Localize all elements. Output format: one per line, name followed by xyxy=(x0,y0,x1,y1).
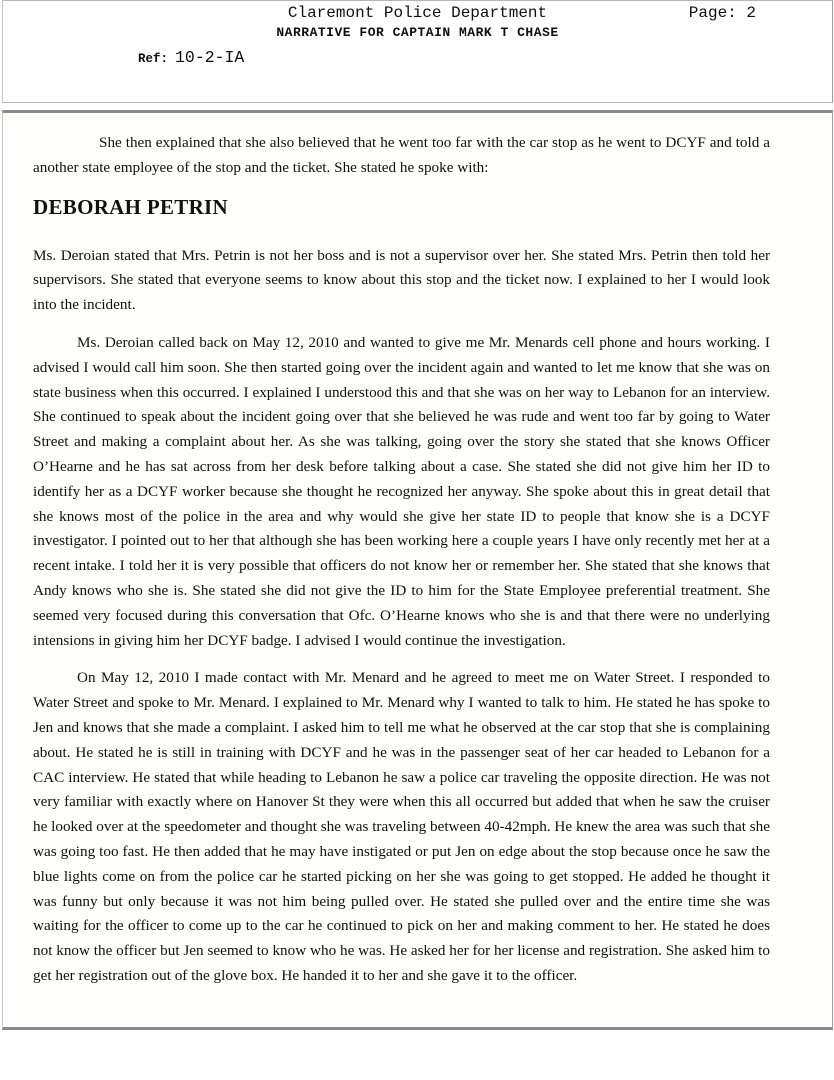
paragraph-deroian-callback: Ms. Deroian called back on May 12, 2010 and wanted to give me Mr. Menards cell phone and hours working. I advised I would call him soon. She then started going over the incident again and wanted to let me know that she was on state business when this occurred. I explained I understood this and that she was on her way to Lebanon for an interview. She continued to speak about the incident going over that she believed he was rude and went too far by going to Water Street and making a complaint about her. As she was talking, going over the story she stated that she knows Officer O’Hearne and he has sat across from her desk before talking about a case. She stated she did not give him her ID to identify her as a DCYF worker because she thought he recognized her anyway. She spoke about this in great detail that she knows most of the police in the area and why would she give her state ID to people that know she is a DCYF investigator. I pointed out to her that although she has been working here a couple years I have only recently met her at a recent intake. I told her it is very possible that officers do not know her or remember her. She stated that she knows that Andy knows who she is. She stated she did not give the ID to him for the State Employee preferential treatment. She seemed very focused during this conversation that Ofc. O’Hearne knows who she is and that there were no underlying intensions in giving him her DCYF badge. I advised I would continue the investigation. xyxy=(33,333,770,649)
narrative-body xyxy=(2,110,833,1030)
report-header xyxy=(2,0,833,103)
section-heading-deborah-petrin: DEBORAH PETRIN xyxy=(33,194,228,219)
ref-value: 10-2-IA xyxy=(175,48,245,67)
department-title: Claremont Police Department xyxy=(287,4,548,22)
page-number: Page: 2 xyxy=(688,4,756,22)
paragraph-menard-contact: On May 12, 2010 I made contact with Mr. Menard and he agreed to meet me on Water Street. I responded to Water Street and spoke to Mr. Menard. I explained to Mr. Menard why I wanted to talk to him. He stated he has spoke to Jen and knows that she made a complaint. I asked him to tell me what he observed at the car stop that she is complaining about. He stated he is still in training with DCYF and he was in the passenger seat of her car headed to Lebanon for a CAC interview. He stated that while heading to Lebanon he saw a police car traveling the opposite direction. He was not very familiar with exactly where on Hanover St they were when this all occurred but added that when he saw the cruiser he looked over at the speedometer and thought she was traveling between 40-42mph. He knew the area was such that she was going too fast. He then added that he may have instigated or put Jen on edge about the stop because once he saw the blue lights come on from the police car he started picking on her she was going to get stopped. He added he thought it was funny but only because it was not him being pulled over. He stated she pulled over and the entire time she was waiting for the officer to come up to the car he continued to pick on her and making comment to her. He stated he does not know the officer but Jen seemed to know who he was. He asked her for her license and registration. She asked him to get her registration out of the glove box. He handed it to her and she gave it to the officer. xyxy=(33,669,770,984)
reference-line xyxy=(138,48,832,69)
narrative-subtitle: NARRATIVE FOR CAPTAIN MARK T CHASE xyxy=(276,25,559,40)
paragraph-intro: She then explained that she also believed that he went too far with the car stop as he went to DCYF and told a another state employee of the stop and the ticket. She stated he spoke with: xyxy=(33,134,770,176)
ref-label: Ref: xyxy=(138,52,169,66)
paragraph-petrin: Ms. Deroian stated that Mrs. Petrin is not her boss and is not a supervisor over her. She stated Mrs. Petrin then told her supervisors. She stated that everyone seems to know about this stop and the ticket now. I explained to her I would look into the incident. xyxy=(33,246,770,314)
header-title-row xyxy=(3,4,832,23)
